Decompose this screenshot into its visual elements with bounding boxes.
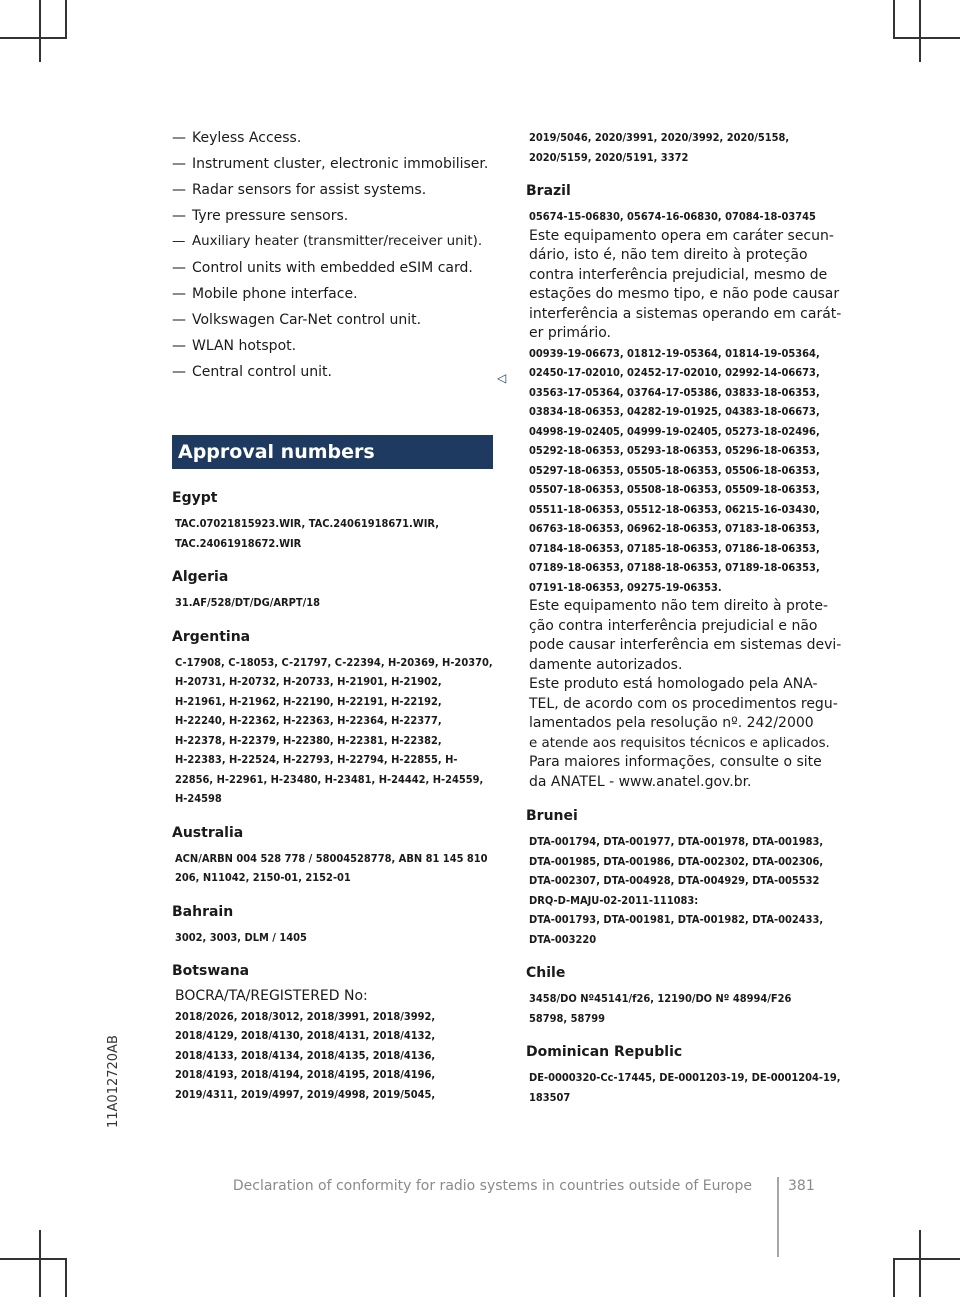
- approval-codes: 3002, 3003, DLM / 1405: [175, 930, 307, 944]
- approval-codes: H-22240, H-22362, H-22363, H-22364, H-22377,: [175, 714, 442, 727]
- bullet-item: — WLAN hotspot.: [172, 333, 497, 359]
- crop-mark: [919, 1230, 921, 1297]
- approval-codes: 05507-18-06353, 05508-18-06353, 05509-18-06353,: [529, 483, 820, 496]
- approval-codes: 05292-18-06353, 05293-18-06353, 05296-18-06353,: [529, 444, 820, 457]
- approval-codes: DTA-002307, DTA-004928, DTA-004929, DTA-005532: [529, 874, 820, 887]
- crop-mark: [893, 37, 960, 39]
- approval-codes: C-17908, C-18053, C-21797, C-22394, H-20369, H-20370,: [175, 655, 493, 669]
- crop-mark: [39, 1230, 41, 1297]
- bullet-item: — Control units with embedded eSIM card.: [172, 255, 497, 281]
- body-text: Este equipamento não tem direito à prote-: [529, 598, 829, 614]
- approval-codes: 05297-18-06353, 05505-18-06353, 05506-18-06353,: [529, 463, 820, 477]
- country-argentina: [172, 627, 497, 809]
- approval-codes: 04998-19-02405, 04999-19-02405, 05273-18-02496,: [529, 424, 820, 438]
- country-algeria: [172, 567, 497, 613]
- crop-mark: [919, 0, 921, 62]
- approval-codes: 206, N11042, 2150-01, 2152-01: [175, 871, 351, 884]
- crop-mark: [893, 1258, 960, 1260]
- bullet-item: — Keyless Access.: [172, 125, 497, 151]
- country-heading: Dominican Republic: [526, 1044, 683, 1060]
- body-text: TEL, de acordo com os procedimentos regu-: [529, 695, 838, 712]
- approval-codes: 2018/2026, 2018/3012, 2018/3991, 2018/3992,: [175, 1009, 436, 1023]
- approval-codes: DE-0000320-Cc-17445, DE-0001203-19, DE-0001204-19,: [529, 1071, 841, 1084]
- bullet-list: [172, 125, 497, 385]
- approval-codes: 03834-18-06353, 04282-19-01925, 04383-18-06673,: [529, 405, 820, 418]
- body-text: Este equipamento opera em caráter secun-: [529, 227, 834, 244]
- section-title: Approval numbers: [172, 435, 493, 469]
- approval-codes: TAC.07021815923.WIR, TAC.24061918671.WIR,: [175, 517, 439, 530]
- approval-codes: DTA-001985, DTA-001986, DTA-002302, DTA-002306,: [529, 854, 824, 868]
- approval-codes: 07184-18-06353, 07185-18-06353, 07186-18-06353,: [529, 541, 820, 555]
- right-column: [526, 128, 851, 1121]
- approval-codes: H-24598: [175, 792, 222, 805]
- dash-icon: —: [172, 338, 186, 354]
- approval-codes: 3458/DO Nº45141/f26, 12190/DO Nº 48994/F26: [529, 992, 792, 1005]
- approval-codes: DRQ-D-MAJU-02-2011-111083:: [529, 893, 699, 907]
- approval-codes: DTA-001793, DTA-001981, DTA-001982, DTA-002433,: [529, 913, 824, 926]
- country-heading: Egypt: [172, 490, 218, 506]
- country-australia: [172, 823, 497, 888]
- country-heading: Argentina: [172, 628, 251, 645]
- approval-codes: 07191-18-06353, 09275-19-06353.: [529, 580, 722, 594]
- body-text: estações do mesmo tipo, e não pode causar: [529, 286, 840, 302]
- crop-mark: [65, 1258, 67, 1297]
- approval-codes: 02450-17-02010, 02452-17-02010, 02992-14-06673,: [529, 366, 820, 379]
- approval-codes: ACN/ARBN 004 528 778 / 58004528778, ABN 81 145 810: [175, 851, 488, 865]
- approval-codes: 2018/4129, 2018/4130, 2018/4131, 2018/4132,: [175, 1029, 436, 1042]
- approval-codes: 07189-18-06353, 07188-18-06353, 07189-18-06353,: [529, 561, 820, 574]
- approval-codes: H-22383, H-22524, H-22793, H-22794, H-22855, H-: [175, 753, 458, 766]
- country-botswana-continued: [526, 128, 851, 167]
- left-column: [172, 125, 497, 1118]
- dash-icon: —: [172, 234, 186, 249]
- approval-codes: DTA-003220: [529, 932, 597, 946]
- body-text: Este produto está homologado pela ANA-: [529, 676, 818, 692]
- document-code: 11A012720AB: [106, 1035, 121, 1128]
- crop-mark: [39, 0, 41, 62]
- dash-icon: —: [172, 312, 186, 328]
- section-end-arrow-icon: ◁: [497, 371, 507, 385]
- body-text: Para maiores informações, consulte o site: [529, 754, 822, 770]
- country-heading: Brunei: [526, 808, 578, 824]
- crop-mark: [893, 1258, 895, 1297]
- approval-codes: 2020/5159, 2020/5191, 3372: [529, 150, 689, 164]
- country-heading: Brazil: [526, 183, 571, 199]
- footer-divider: [777, 1177, 779, 1257]
- crop-mark: [0, 1258, 67, 1260]
- bullet-item: — Auxiliary heater (transmitter/receiver unit).: [172, 229, 497, 255]
- country-heading: Botswana: [172, 963, 250, 979]
- approval-codes: 05674-15-06830, 05674-16-06830, 07084-18-03745: [529, 210, 816, 223]
- country-heading: Australia: [172, 824, 244, 841]
- approval-codes: 31.AF/528/DT/DG/ARPT/18: [175, 596, 321, 609]
- bullet-item: — Central control unit.: [172, 359, 497, 385]
- approval-codes: 2018/4133, 2018/4134, 2018/4135, 2018/4136,: [175, 1048, 436, 1062]
- country-brazil: [526, 181, 851, 792]
- approval-codes: 2019/5046, 2020/3991, 2020/3992, 2020/5158,: [529, 131, 790, 144]
- approval-codes: 58798, 58799: [529, 1011, 606, 1025]
- country-brunei: [526, 806, 851, 949]
- dash-icon: —: [172, 260, 186, 276]
- approval-codes: H-22378, H-22379, H-22380, H-22381, H-22382,: [175, 733, 442, 747]
- country-heading: Chile: [526, 965, 566, 981]
- body-text: lamentados pela resolução nº. 242/2000: [529, 715, 814, 731]
- approval-codes: 2018/4193, 2018/4194, 2018/4195, 2018/4196,: [175, 1068, 436, 1081]
- dash-icon: —: [172, 130, 186, 146]
- body-text: e atende aos requisitos técnicos e aplicados.: [529, 735, 830, 751]
- approval-codes: 22856, H-22961, H-23480, H-23481, H-24442, H-24559,: [175, 772, 484, 786]
- crop-mark: [893, 0, 895, 38]
- approval-codes: 00939-19-06673, 01812-19-05364, 01814-19-05364,: [529, 346, 820, 360]
- bullet-item: — Tyre pressure sensors.: [172, 203, 497, 229]
- country-egypt: [172, 488, 497, 553]
- bullet-item: — Mobile phone interface.: [172, 281, 497, 307]
- country-chile: [526, 963, 851, 1028]
- bullet-item: — Radar sensors for assist systems.: [172, 177, 497, 203]
- country-bahrain: [172, 902, 497, 948]
- body-text: damente autorizados.: [529, 656, 683, 673]
- page-number: 381: [788, 1178, 815, 1194]
- bullet-item: — Volkswagen Car-Net control unit.: [172, 307, 497, 333]
- body-text: er primário.: [529, 325, 611, 341]
- country-heading: Bahrain: [172, 903, 234, 920]
- crop-mark: [0, 37, 67, 39]
- bullet-item: — Instrument cluster, electronic immobiliser.: [172, 151, 497, 177]
- approval-codes: H-21961, H-21962, H-22190, H-22191, H-22192,: [175, 694, 442, 708]
- body-text: da ANATEL - www.anatel.gov.br.: [529, 773, 752, 790]
- dash-icon: —: [172, 208, 186, 224]
- intro-text: BOCRA/TA/REGISTERED No:: [175, 988, 368, 1004]
- approval-codes: TAC.24061918672.WIR: [175, 536, 302, 550]
- dash-icon: —: [172, 182, 186, 198]
- dash-icon: —: [172, 364, 186, 380]
- country-dominican-republic: [526, 1042, 851, 1107]
- body-text: interferência a sistemas operando em carát-: [529, 305, 842, 322]
- approval-codes: 05511-18-06353, 05512-18-06353, 06215-16-03430,: [529, 502, 820, 516]
- body-text: ção contra interferência prejudicial e não: [529, 617, 818, 634]
- approval-codes: 06763-18-06353, 06962-18-06353, 07183-18-06353,: [529, 522, 820, 535]
- dash-icon: —: [172, 156, 186, 172]
- body-text: dário, isto é, não tem direito à proteção: [529, 247, 808, 263]
- approval-codes: 2019/4311, 2019/4997, 2019/4998, 2019/5045,: [175, 1087, 436, 1101]
- dash-icon: —: [172, 286, 186, 302]
- approval-codes: H-20731, H-20732, H-20733, H-21901, H-21902,: [175, 675, 442, 688]
- country-botswana: [172, 961, 497, 1104]
- country-heading: Algeria: [172, 569, 229, 585]
- approval-codes: DTA-001794, DTA-001977, DTA-001978, DTA-001983,: [529, 835, 824, 848]
- approval-codes: 03563-17-05364, 03764-17-05386, 03833-18-06353,: [529, 385, 820, 399]
- crop-mark: [65, 0, 67, 38]
- body-text: pode causar interferência em sistemas devi-: [529, 637, 842, 653]
- approval-codes: 183507: [529, 1090, 571, 1104]
- footer-title: Declaration of conformity for radio systems in countries outside of Europe: [232, 1178, 752, 1194]
- body-text: contra interferência prejudicial, mesmo de: [529, 266, 828, 283]
